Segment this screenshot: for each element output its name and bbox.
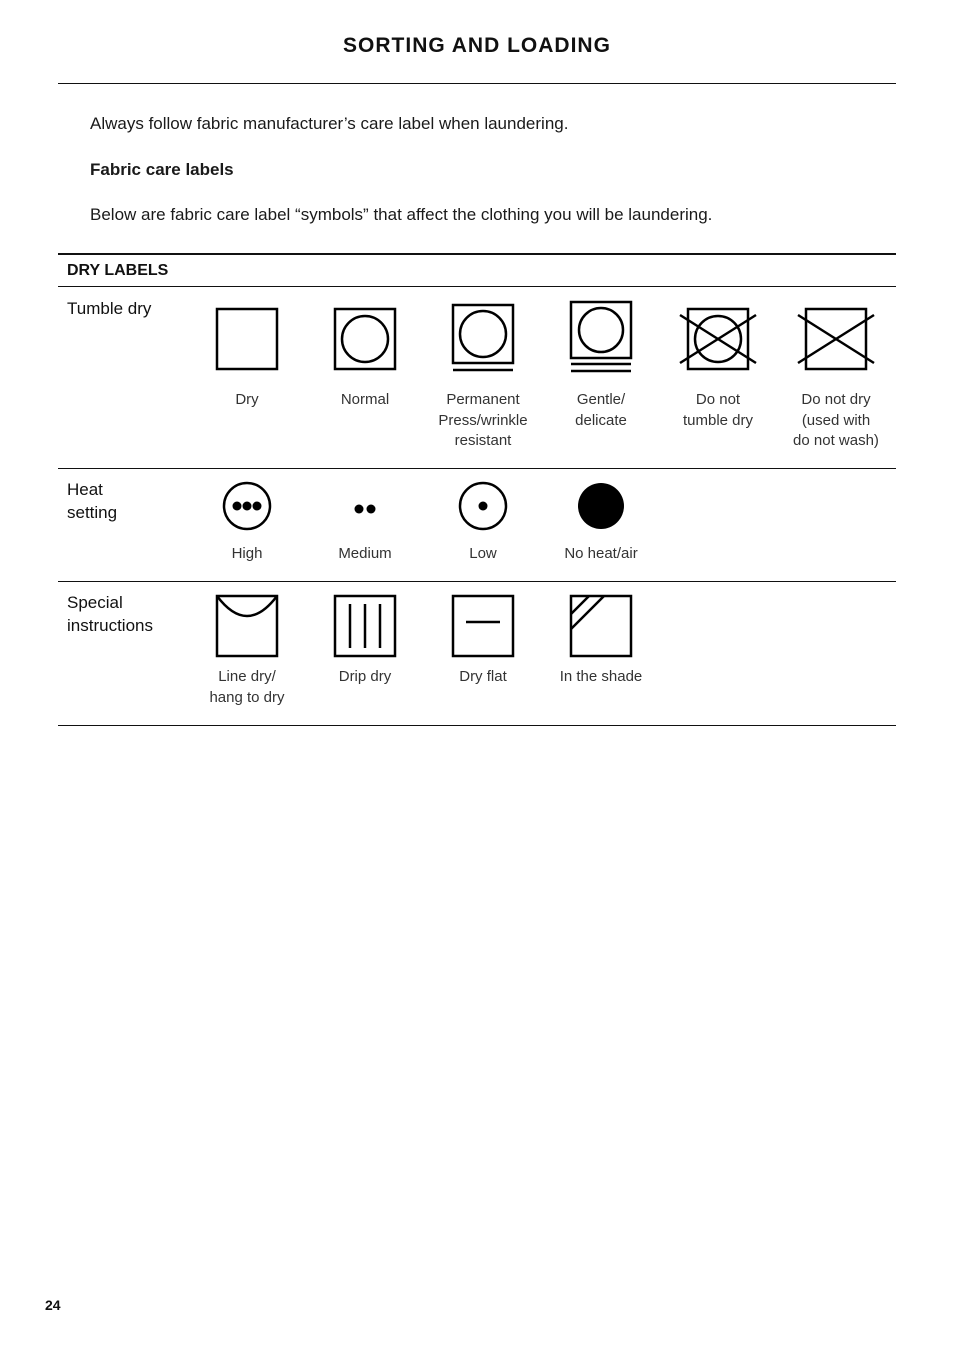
caption: Do not tumble dry bbox=[682, 391, 754, 429]
square-crossed-icon bbox=[794, 300, 878, 384]
square-circle-double-underline-icon bbox=[566, 300, 636, 384]
subheading: Fabric care labels bbox=[90, 160, 234, 179]
symbol-do-not-tumble-dry bbox=[659, 300, 777, 431]
row-divider bbox=[58, 581, 896, 582]
header-divider bbox=[58, 83, 896, 84]
description-text: Below are fabric care label “symbols” that affect the clothing you will be laundering. bbox=[90, 205, 713, 224]
caption: In the shade bbox=[559, 668, 643, 685]
caption: Do not dry (used with do not wash) bbox=[793, 391, 879, 449]
circle-three-dots-icon bbox=[217, 478, 277, 538]
symbol-normal bbox=[306, 300, 424, 411]
row-label-tumble-dry: Tumble dry bbox=[67, 299, 152, 318]
symbol-in-the-shade bbox=[542, 591, 660, 688]
square-icon bbox=[212, 300, 282, 384]
row-divider bbox=[58, 468, 896, 469]
table-bottom-border bbox=[58, 725, 896, 726]
dry-flat-icon bbox=[448, 591, 518, 661]
caption: Permanent Press/wrinkle resistant bbox=[438, 391, 528, 449]
section-heading: DRY LABELS bbox=[67, 262, 169, 279]
filled-circle-icon bbox=[571, 478, 631, 538]
symbol-no-heat bbox=[542, 478, 660, 565]
square-circle-icon bbox=[330, 300, 400, 384]
symbol-gentle-delicate bbox=[542, 300, 660, 431]
two-dots-icon bbox=[335, 478, 395, 538]
intro-text: Always follow fabric manufacturer’s care label when laundering. bbox=[90, 114, 569, 133]
caption: Line dry/ hang to dry bbox=[209, 668, 285, 706]
section-divider bbox=[58, 286, 896, 287]
symbol-heat-low bbox=[424, 478, 542, 565]
symbol-heat-medium bbox=[306, 478, 424, 565]
symbol-dry-flat bbox=[424, 591, 542, 688]
caption: Low bbox=[469, 545, 497, 562]
caption: High bbox=[231, 545, 263, 562]
line-dry-icon bbox=[212, 591, 282, 661]
caption: Medium bbox=[338, 545, 392, 562]
caption: Dry flat bbox=[459, 668, 507, 685]
page-number: 24 bbox=[45, 1297, 61, 1313]
caption: No heat/air bbox=[564, 545, 638, 562]
symbol-heat-high bbox=[188, 478, 306, 565]
caption: Dry bbox=[235, 391, 259, 408]
page-title: SORTING AND LOADING bbox=[343, 34, 611, 57]
symbol-permanent-press bbox=[424, 300, 542, 452]
symbol-drip-dry bbox=[306, 591, 424, 688]
row-label-heat-setting: Heat setting bbox=[67, 480, 118, 522]
symbol-dry bbox=[188, 300, 306, 411]
caption: Normal bbox=[340, 391, 390, 408]
shade-icon bbox=[566, 591, 636, 661]
square-circle-crossed-icon bbox=[676, 300, 760, 384]
symbol-do-not-dry bbox=[777, 300, 895, 452]
caption: Gentle/ delicate bbox=[575, 391, 627, 429]
table-top-border bbox=[58, 253, 896, 255]
circle-one-dot-icon bbox=[453, 478, 513, 538]
caption: Drip dry bbox=[338, 668, 392, 685]
symbol-line-dry bbox=[188, 591, 306, 708]
row-label-special-instructions: Special instructions bbox=[67, 593, 153, 635]
square-circle-underline-icon bbox=[448, 300, 518, 384]
drip-dry-icon bbox=[330, 591, 400, 661]
